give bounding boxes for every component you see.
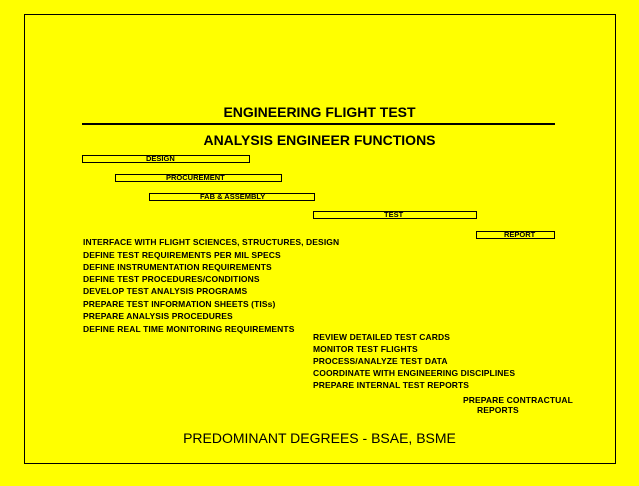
design-task: DEFINE REAL TIME MONITORING REQUIREMENTS (83, 324, 295, 334)
design-task: DEFINE TEST REQUIREMENTS PER MIL SPECS (83, 250, 281, 260)
phase-bar-fab-assembly (149, 193, 315, 201)
test-task: PROCESS/ANALYZE TEST DATA (313, 356, 448, 366)
title-rule (82, 123, 555, 125)
test-task: PREPARE INTERNAL TEST REPORTS (313, 380, 470, 390)
test-task: MONITOR TEST FLIGHTS (313, 344, 418, 354)
phase-label-procurement: PROCUREMENT (166, 173, 225, 182)
predominant-degrees: PREDOMINANT DEGREES - BSAE, BSME (183, 430, 456, 446)
test-task: COORDINATE WITH ENGINEERING DISCIPLINES (313, 368, 516, 378)
phase-bar-procurement (115, 174, 282, 182)
phase-label-fab-assembly: FAB & ASSEMBLY (200, 192, 266, 201)
slide-title: ENGINEERING FLIGHT TEST (223, 104, 416, 120)
phase-bar-report (476, 231, 555, 239)
phase-label-test: TEST (384, 210, 404, 219)
design-task: PREPARE TEST INFORMATION SHEETS (TISs) (83, 299, 276, 309)
report-task: PREPARE CONTRACTUAL (463, 395, 573, 405)
design-task: PREPARE ANALYSIS PROCEDURES (83, 311, 233, 321)
phase-bar-test (313, 211, 477, 219)
phase-label-report: REPORT (504, 230, 536, 239)
slide-subtitle: ANALYSIS ENGINEER FUNCTIONS (203, 132, 436, 148)
test-task: REVIEW DETAILED TEST CARDS (313, 332, 451, 342)
phase-bar-design (82, 155, 250, 163)
report-task: REPORTS (477, 405, 519, 415)
design-task: DEFINE TEST PROCEDURES/CONDITIONS (83, 274, 260, 284)
design-task: DEVELOP TEST ANALYSIS PROGRAMS (83, 286, 248, 296)
design-task: DEFINE INSTRUMENTATION REQUIREMENTS (83, 262, 272, 272)
design-task: INTERFACE WITH FLIGHT SCIENCES, STRUCTURES, DESIGN (83, 237, 340, 247)
phase-label-design: DESIGN (146, 154, 175, 163)
